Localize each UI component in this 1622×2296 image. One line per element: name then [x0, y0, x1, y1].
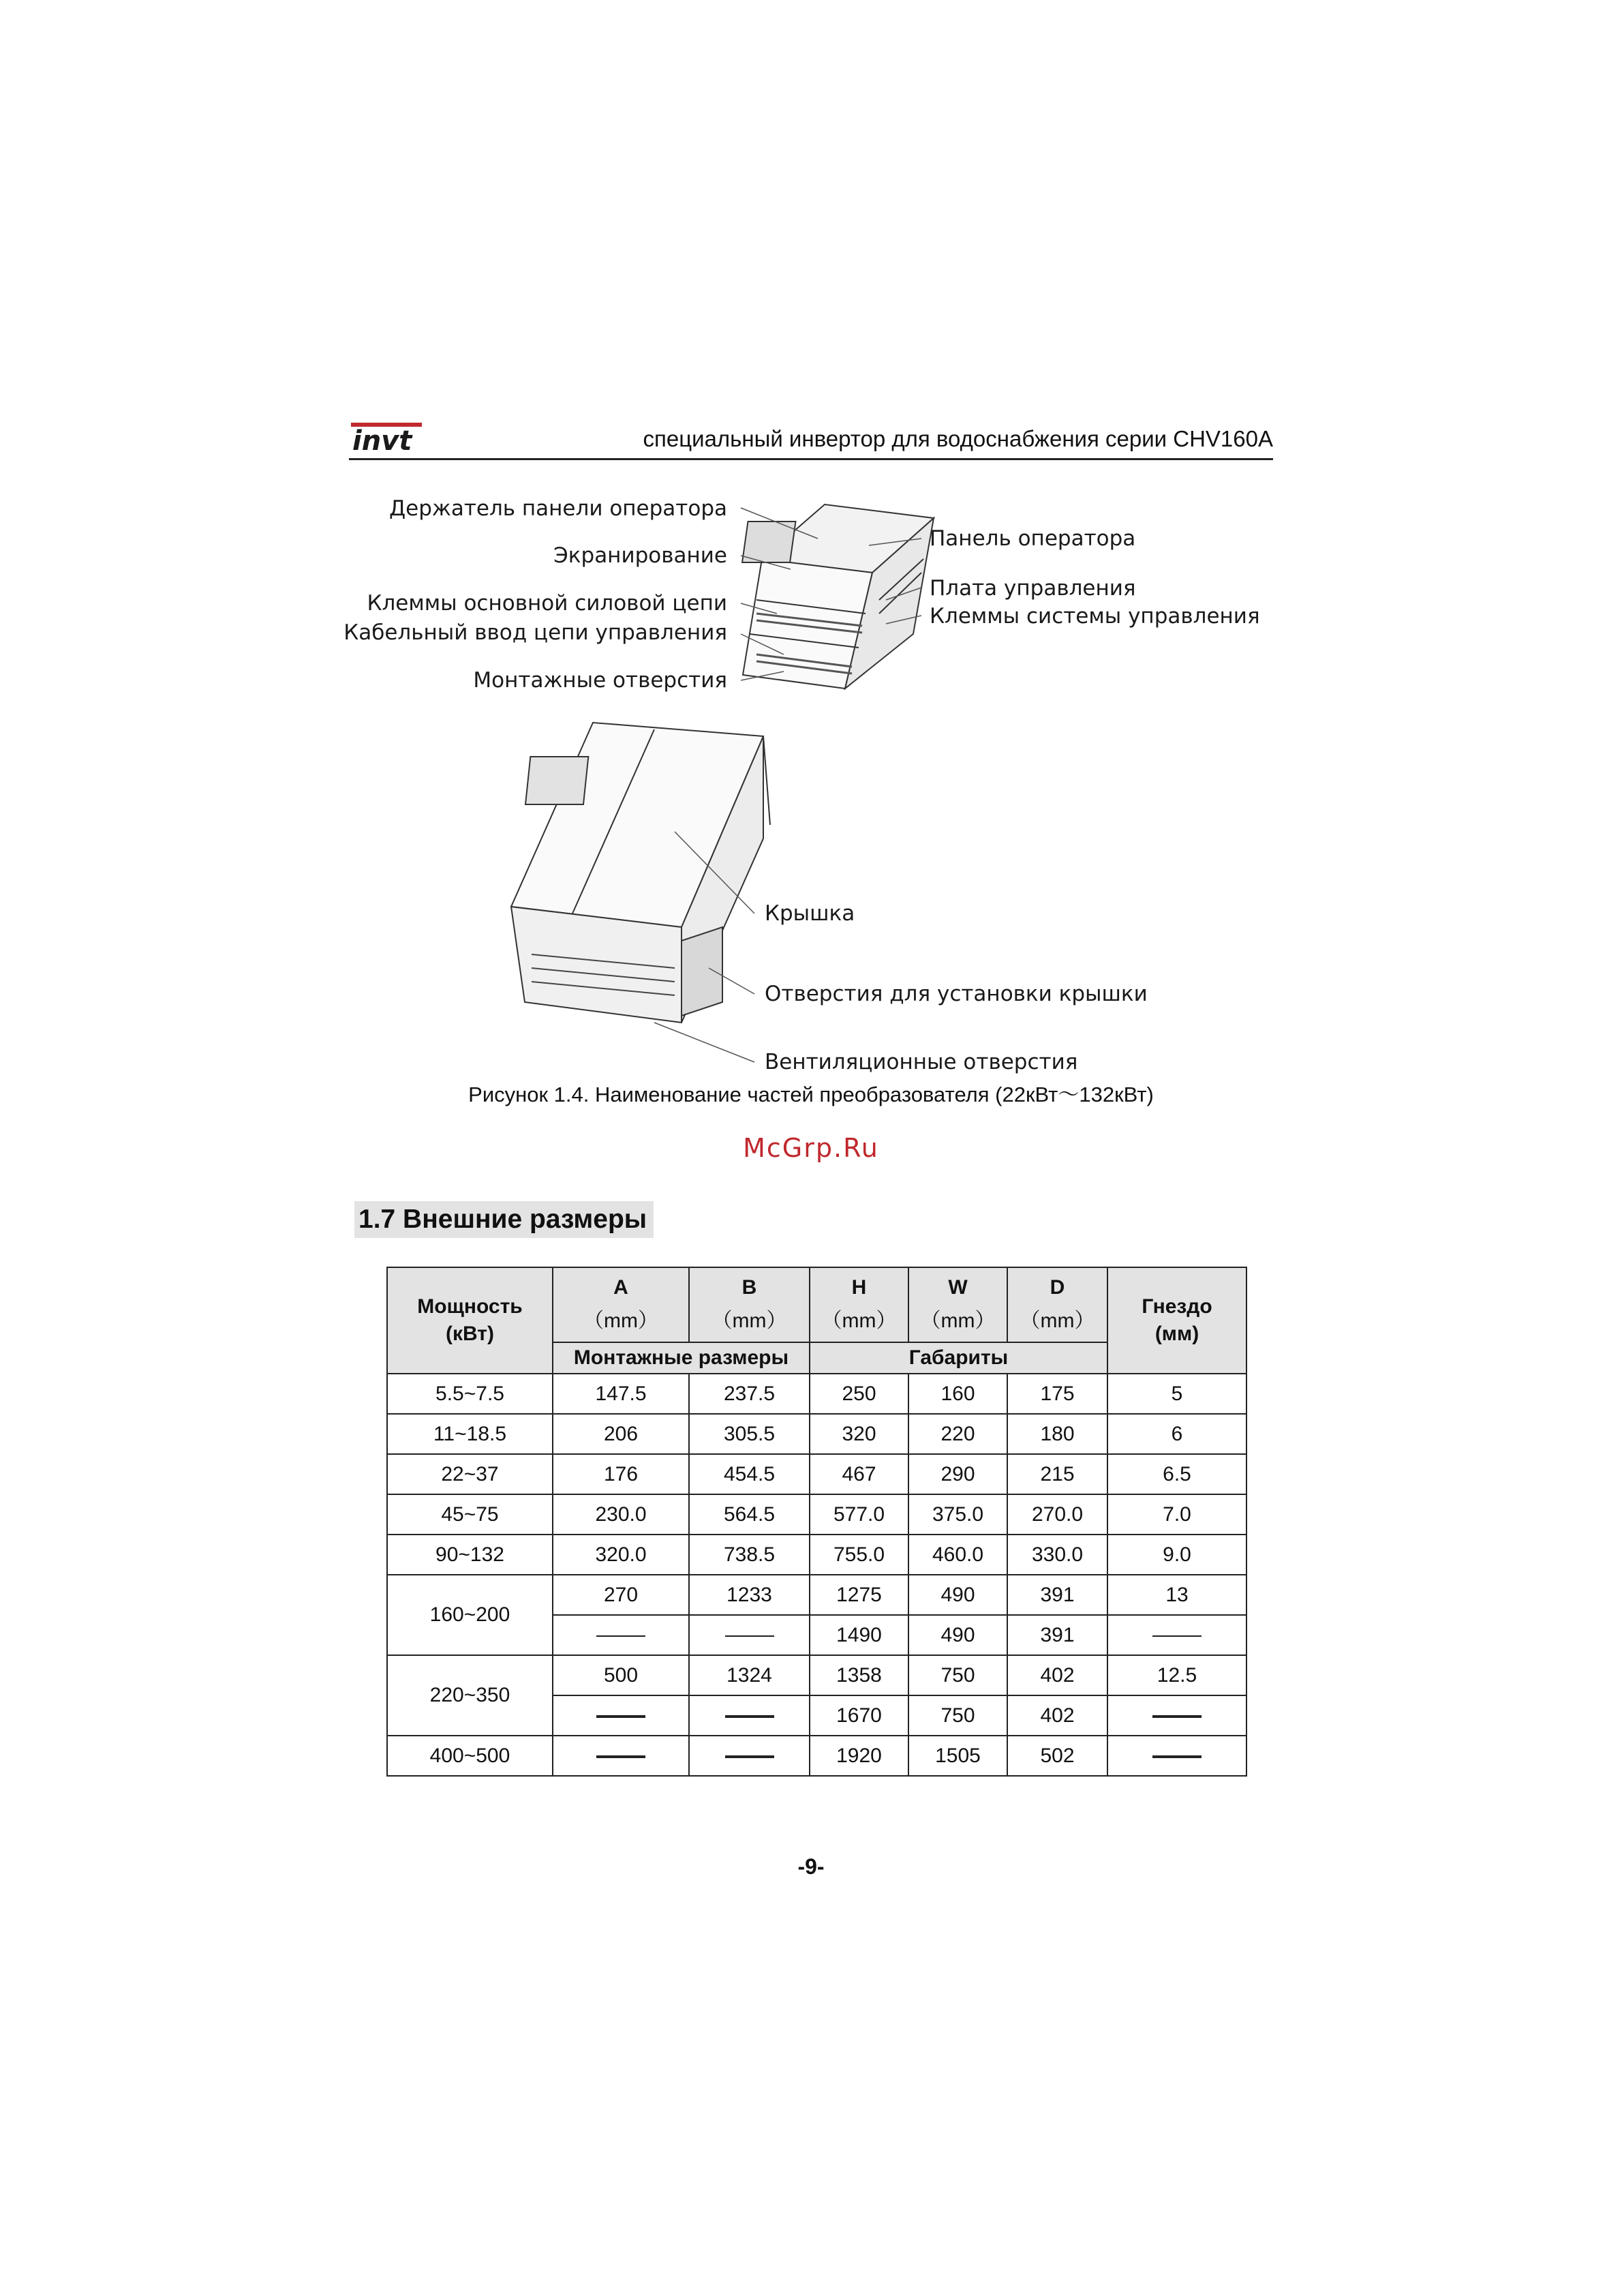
cell-empty-dash [689, 1615, 810, 1655]
cell-w: 220 [908, 1414, 1007, 1454]
table-row [387, 1454, 1246, 1494]
label-cover-mounting-holes: Отверстия для установки крышки [765, 982, 1148, 1006]
cell-h: 1358 [810, 1655, 908, 1695]
cell-a: 500 [553, 1655, 689, 1695]
label-main-power-terminals: Клеммы основной силовой цепи [367, 591, 727, 616]
header-overall-dimensions: Габариты [810, 1342, 1107, 1374]
cell-b: 237.5 [689, 1374, 810, 1414]
cell-empty-dash [689, 1736, 810, 1776]
label-operator-panel: Панель оператора [930, 526, 1136, 551]
cell-power: 5.5~7.5 [387, 1374, 553, 1414]
cell-socket: 9.0 [1107, 1535, 1246, 1575]
inverter-closed-drawing [511, 723, 770, 1023]
label-control-cable-entry: Кабельный ввод цепи управления [343, 620, 727, 645]
cell-a: 230.0 [553, 1494, 689, 1535]
section-title: 1.7 Внешние размеры [354, 1201, 654, 1238]
cell-w: 160 [908, 1374, 1007, 1414]
cell-empty-dash [1107, 1736, 1246, 1776]
cell-empty-dash [553, 1615, 689, 1655]
label-shielding: Экранирование [553, 543, 727, 568]
label-control-board: Плата управления [930, 576, 1136, 601]
cell-d: 270.0 [1007, 1494, 1107, 1535]
cell-d: 175 [1007, 1374, 1107, 1414]
svg-text:invt: invt [352, 425, 412, 453]
cell-d: 402 [1007, 1655, 1107, 1695]
label-ventilation-holes: Вентиляционные отверстия [765, 1050, 1078, 1074]
header-d: D （mm） [1007, 1267, 1107, 1342]
cell-d: 402 [1007, 1695, 1107, 1736]
label-control-terminals: Клеммы системы управления [930, 604, 1260, 629]
cell-empty-dash [553, 1695, 689, 1736]
cell-power: 400~500 [387, 1736, 553, 1776]
cell-power: 45~75 [387, 1494, 553, 1535]
cell-d: 215 [1007, 1454, 1107, 1494]
table-row [387, 1494, 1246, 1535]
header-w: W （mm） [908, 1267, 1007, 1342]
cell-w: 375.0 [908, 1494, 1007, 1535]
header-mounting-dimensions: Монтажные размеры [553, 1342, 810, 1374]
document-title: специальный инвертор для водоснабжения серии CHV160A [643, 426, 1273, 451]
table-row [387, 1736, 1246, 1776]
cell-h: 1670 [810, 1695, 908, 1736]
cell-socket: 7.0 [1107, 1494, 1246, 1535]
cell-a: 206 [553, 1414, 689, 1454]
label-cover: Крышка [765, 901, 855, 926]
cell-h: 1920 [810, 1736, 908, 1776]
table-row [387, 1414, 1246, 1454]
cell-h: 250 [810, 1374, 908, 1414]
cell-socket: 12.5 [1107, 1655, 1246, 1695]
figure-caption: Рисунок 1.4. Наименование частей преобразователя (22кВт～132кВт) [468, 1083, 1154, 1106]
cell-w: 750 [908, 1655, 1007, 1695]
cell-w: 750 [908, 1695, 1007, 1736]
cell-b: 564.5 [689, 1494, 810, 1535]
cell-b: 305.5 [689, 1414, 810, 1454]
cell-d: 391 [1007, 1575, 1107, 1615]
header-power: Мощность (кВт) [387, 1267, 553, 1374]
dimensions-table [386, 1267, 1247, 1777]
cell-h: 1275 [810, 1575, 908, 1615]
cell-empty-dash [689, 1695, 810, 1736]
cell-h: 755.0 [810, 1535, 908, 1575]
cell-socket: 13 [1107, 1575, 1246, 1615]
inverter-open-drawing [742, 504, 934, 689]
cell-a: 147.5 [553, 1374, 689, 1414]
label-mounting-holes: Монтажные отверстия [473, 668, 727, 693]
cell-w: 460.0 [908, 1535, 1007, 1575]
cell-d: 180 [1007, 1414, 1107, 1454]
cell-empty-dash [1107, 1615, 1246, 1655]
cell-w: 490 [908, 1575, 1007, 1615]
cell-power: 220~350 [387, 1655, 553, 1736]
cell-h: 467 [810, 1454, 908, 1494]
cell-socket: 6.5 [1107, 1454, 1246, 1494]
cell-power: 90~132 [387, 1535, 553, 1575]
cell-a: 270 [553, 1575, 689, 1615]
cell-b: 1324 [689, 1655, 810, 1695]
cell-a: 176 [553, 1454, 689, 1494]
cell-d: 330.0 [1007, 1535, 1107, 1575]
cell-d: 391 [1007, 1615, 1107, 1655]
cell-b: 1233 [689, 1575, 810, 1615]
label-operator-panel-holder: Держатель панели оператора [388, 496, 727, 521]
cell-b: 738.5 [689, 1535, 810, 1575]
table-row [387, 1655, 1246, 1695]
header-a: A （mm） [553, 1267, 689, 1342]
header-b: B （mm） [689, 1267, 810, 1342]
cell-a: 320.0 [553, 1535, 689, 1575]
cell-w: 1505 [908, 1736, 1007, 1776]
table-row [387, 1575, 1246, 1615]
cell-d: 502 [1007, 1736, 1107, 1776]
watermark: McGrp.Ru [743, 1133, 879, 1163]
cell-empty-dash [553, 1736, 689, 1776]
cell-b: 454.5 [689, 1454, 810, 1494]
cell-socket: 5 [1107, 1374, 1246, 1414]
table-row [387, 1535, 1246, 1575]
cell-power: 22~37 [387, 1454, 553, 1494]
cell-socket: 6 [1107, 1414, 1246, 1454]
cell-h: 577.0 [810, 1494, 908, 1535]
cell-h: 320 [810, 1414, 908, 1454]
cell-power: 160~200 [387, 1575, 553, 1655]
cell-power: 11~18.5 [387, 1414, 553, 1454]
table-row [387, 1374, 1246, 1414]
cell-w: 490 [908, 1615, 1007, 1655]
cell-w: 290 [908, 1454, 1007, 1494]
page-number: -9- [797, 1854, 825, 1879]
header-h: H （mm） [810, 1267, 908, 1342]
cell-h: 1490 [810, 1615, 908, 1655]
header-socket: Гнездо (мм) [1107, 1267, 1246, 1374]
cell-empty-dash [1107, 1695, 1246, 1736]
